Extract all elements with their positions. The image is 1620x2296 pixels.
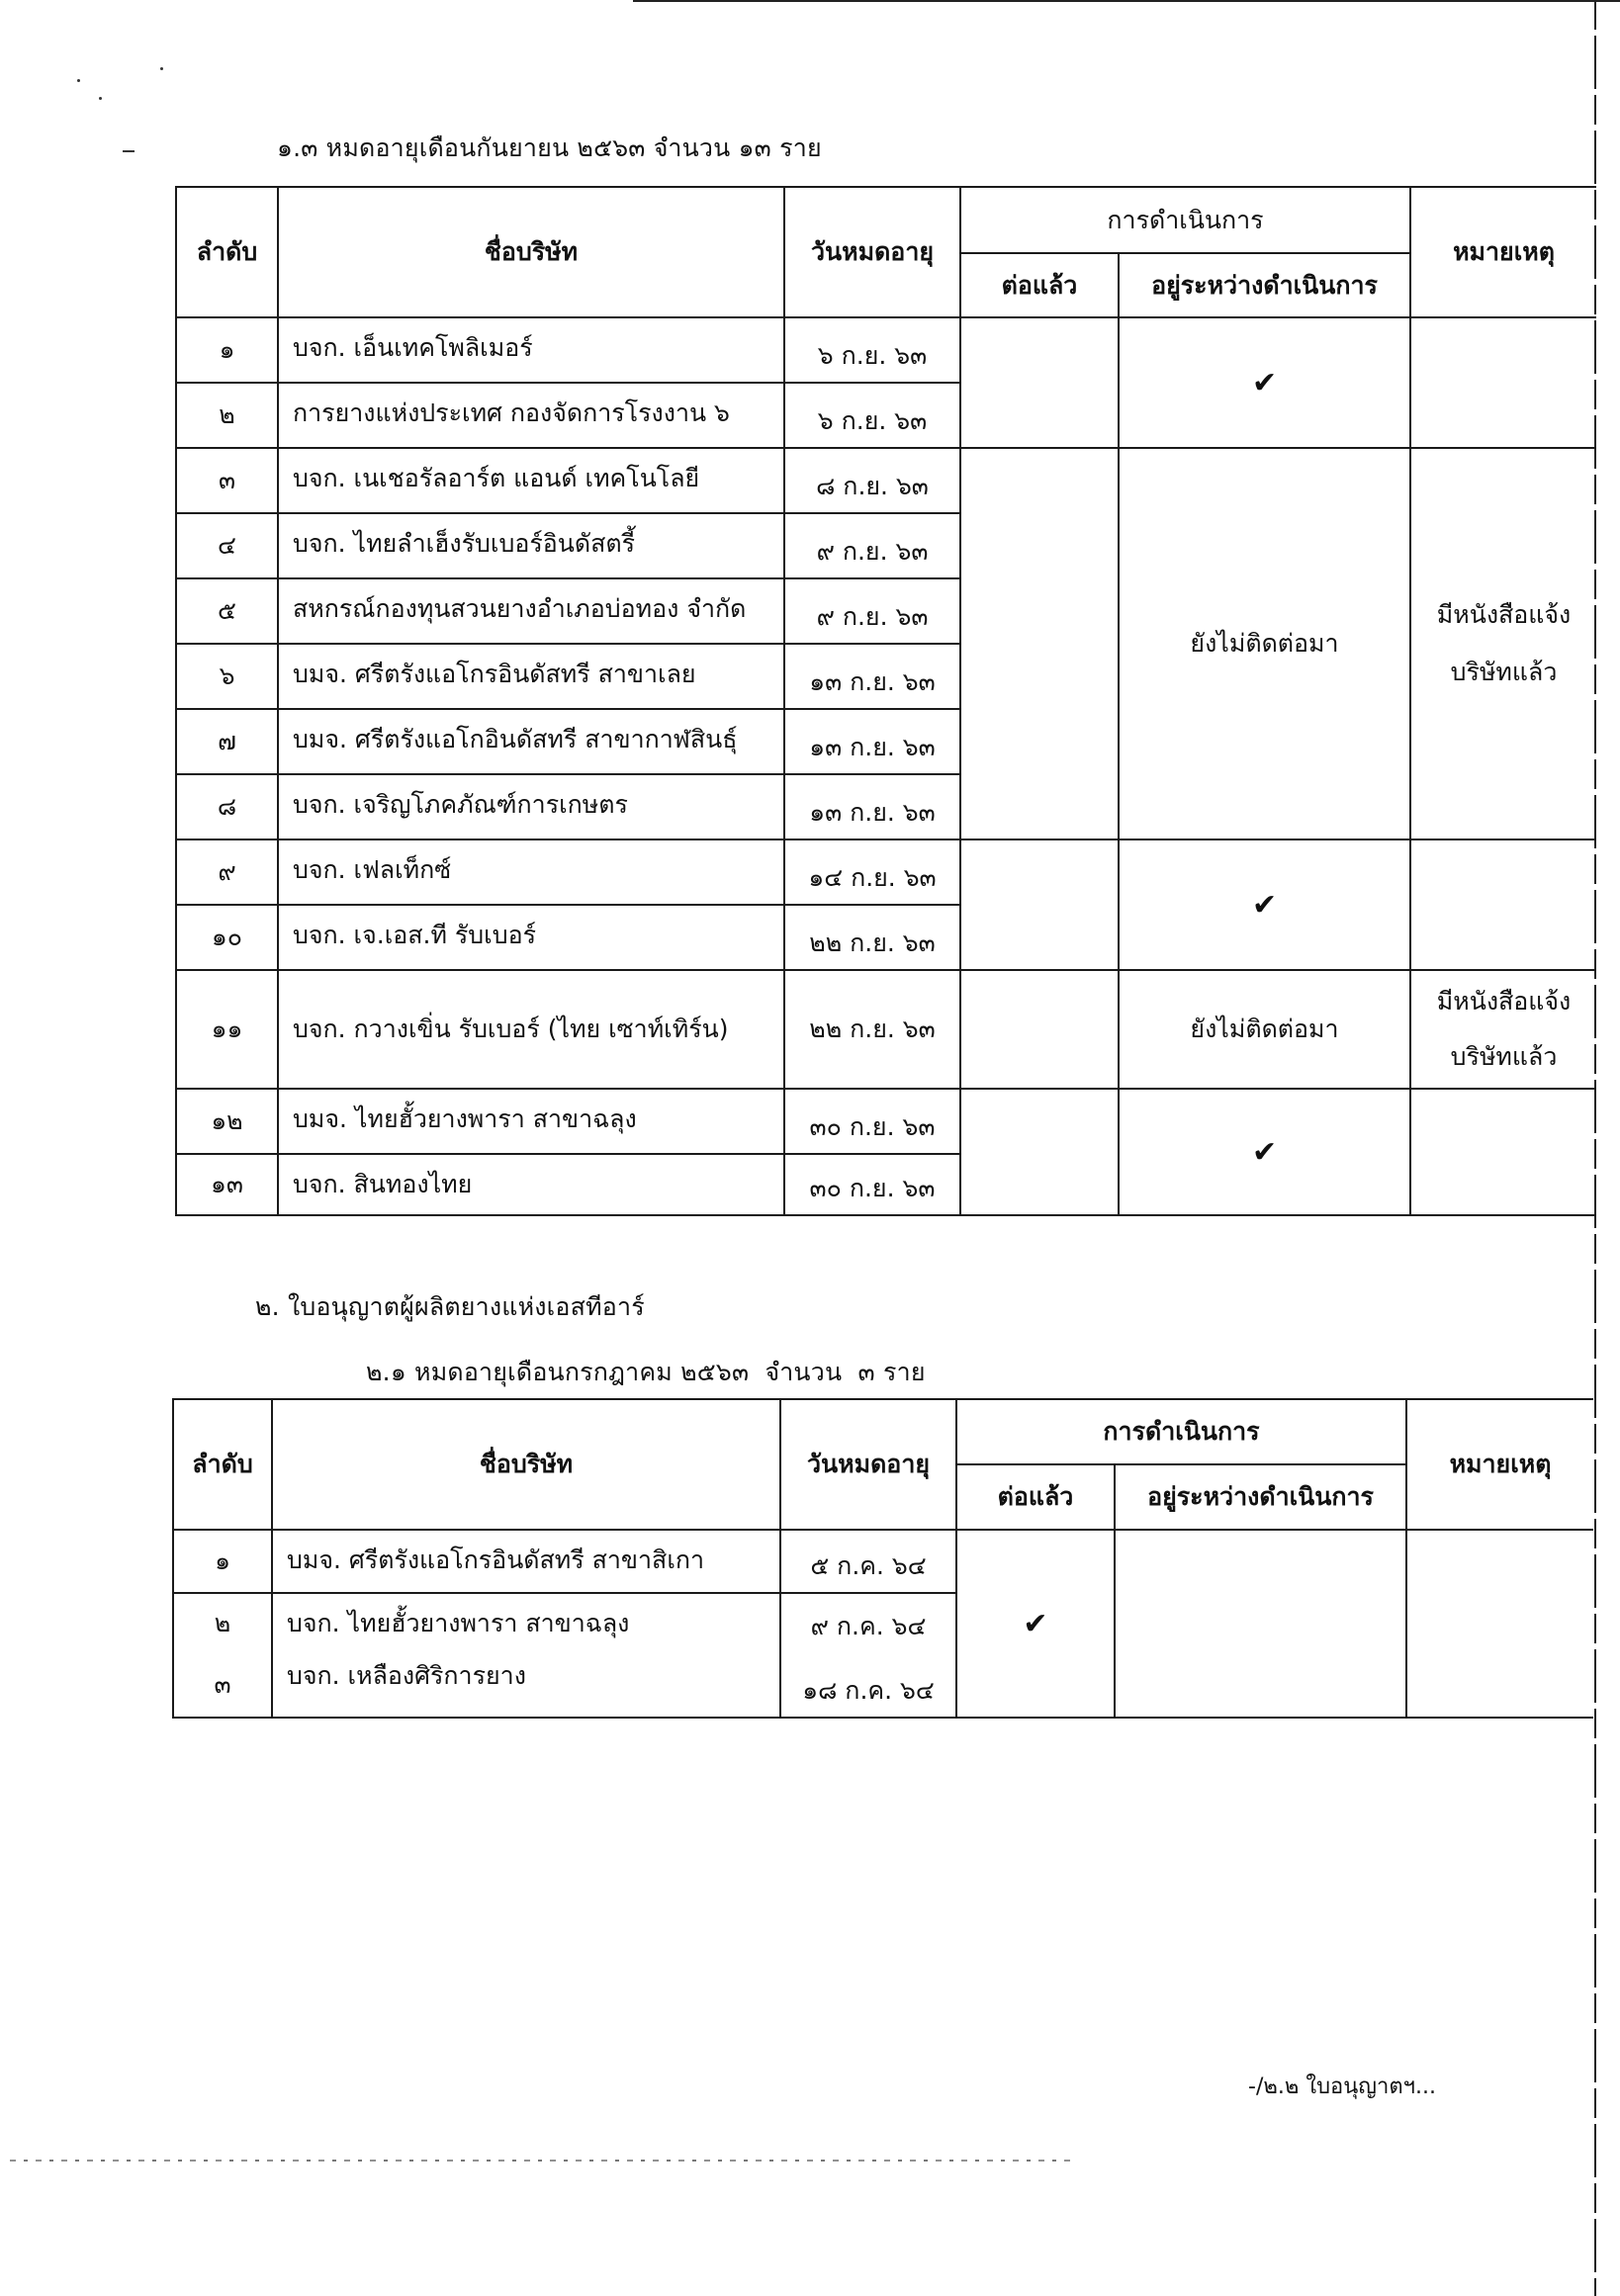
row-number: ๙: [176, 839, 278, 905]
company-name: บจก. เนเชอรัลอาร์ต แอนด์ เทคโนโลยี: [278, 448, 784, 513]
table-row: [176, 839, 1596, 905]
row-number: ๘: [176, 774, 278, 839]
remark-line-2: บริษัทแล้ว: [1450, 1042, 1558, 1071]
renewed-cell: [960, 448, 1119, 839]
renewed-cell: [960, 1089, 1119, 1215]
remark-cell: [1410, 448, 1596, 839]
row-number: ๔: [176, 513, 278, 578]
section-2-1-heading: ๒.๑ หมดอายุเดือนกรกฎาคม ๒๕๖๓ จำนวน ๓ ราย: [366, 1358, 926, 1386]
header-expiry: วันหมดอายุ: [780, 1399, 956, 1530]
expiry-date: ๓๐ ก.ย. ๖๓: [784, 1154, 960, 1215]
in-progress-cell: [1119, 317, 1410, 448]
expiry-date: ๕ ก.ค. ๖๔: [780, 1530, 956, 1593]
renewed-cell: [960, 970, 1119, 1089]
expiry-date: ๑๓ ก.ย. ๖๓: [784, 644, 960, 709]
header-action-group: การดำเนินการ: [956, 1399, 1406, 1464]
company-name: บจก. ไทยฮั้วยางพารา สาขาฉลุง: [272, 1593, 780, 1652]
renewed-cell: [960, 317, 1119, 448]
header-in-progress: อยู่ระหว่างดำเนินการ: [1115, 1464, 1406, 1530]
remark-cell: [1410, 1089, 1596, 1215]
company-name: บมจ. ไทยฮั้วยางพารา สาขาฉลุง: [278, 1089, 784, 1154]
section-2-heading: ๒. ใบอนุญาตผู้ผลิตยางแห่งเอสทีอาร์: [255, 1292, 645, 1321]
company-name: บจก. ไทยลำเฮ็งรับเบอร์อินดัสตรี้: [278, 513, 784, 578]
company-name: บจก. เจริญโภคภัณฑ์การเกษตร: [278, 774, 784, 839]
company-name: บจก. เฟลเท็กซ์: [278, 839, 784, 905]
checkmark-icon: ✔: [1023, 1606, 1048, 1641]
row-number: ๑๒: [176, 1089, 278, 1154]
in-progress-cell: ยังไม่ติดต่อมา: [1119, 448, 1410, 839]
expiry-date: ๑๘ ก.ค. ๖๔: [780, 1652, 956, 1718]
row-number: ๒: [173, 1593, 272, 1652]
header-order: ลำดับ: [173, 1399, 272, 1530]
header-renewed: ต่อแล้ว: [960, 253, 1119, 317]
remark-line-2: บริษัทแล้ว: [1450, 658, 1558, 686]
remark-cell: [1410, 970, 1596, 1089]
company-name: การยางแห่งประเทศ กองจัดการโรงงาน ๖: [278, 383, 784, 448]
expiry-table-july: [172, 1398, 1593, 1719]
expiry-date: ๒๒ ก.ย. ๖๓: [784, 905, 960, 970]
scan-speck: [99, 97, 102, 100]
checkmark-icon: ✔: [1251, 365, 1278, 400]
remark-cell: [1410, 317, 1596, 448]
expiry-date: ๖ ก.ย. ๖๓: [784, 317, 960, 383]
row-number: ๑๐: [176, 905, 278, 970]
expiry-date: ๙ ก.ย. ๖๓: [784, 513, 960, 578]
in-progress-cell: [1119, 839, 1410, 970]
table-row: [176, 1089, 1596, 1154]
row-number: ๗: [176, 709, 278, 774]
expiry-date: ๑๔ ก.ย. ๖๓: [784, 839, 960, 905]
in-progress-cell: [1115, 1530, 1406, 1718]
scan-speck: [77, 79, 80, 82]
renewed-cell: [960, 839, 1119, 970]
header-order: ลำดับ: [176, 187, 278, 317]
header-in-progress: อยู่ระหว่างดำเนินการ: [1119, 253, 1410, 317]
remark-line-1: มีหนังสือแจ้ง: [1436, 987, 1572, 1016]
remark-cell: [1406, 1530, 1593, 1718]
remark-cell: [1410, 839, 1596, 970]
expiry-table-september: [175, 186, 1596, 1216]
row-number: ๑: [173, 1530, 272, 1593]
header-remark: หมายเหตุ: [1406, 1399, 1593, 1530]
renewed-cell: [956, 1530, 1115, 1718]
company-name: บมจ. ศรีตรังแอโกรอินดัสทรี สาขาเลย: [278, 644, 784, 709]
page-edge-top: [633, 0, 1620, 2]
expiry-date: ๙ ก.ย. ๖๓: [784, 578, 960, 644]
table-row: [176, 317, 1596, 383]
header-remark: หมายเหตุ: [1410, 187, 1596, 317]
company-name: บจก. เจ.เอส.ที รับเบอร์: [278, 905, 784, 970]
row-number: ๓: [176, 448, 278, 513]
header-company: ชื่อบริษัท: [272, 1399, 780, 1530]
company-name: บมจ. ศรีตรังแอโกรอินดัสทรี สาขาสิเกา: [272, 1530, 780, 1593]
row-number: ๑: [176, 317, 278, 383]
expiry-date: ๓๐ ก.ย. ๖๓: [784, 1089, 960, 1154]
header-renewed: ต่อแล้ว: [956, 1464, 1115, 1530]
table-row: [176, 970, 1596, 1089]
remark-line-1: มีหนังสือแจ้ง: [1436, 600, 1572, 629]
checkmark-icon: ✔: [1251, 1134, 1278, 1170]
expiry-date: ๙ ก.ค. ๖๔: [780, 1593, 956, 1652]
company-name: บจก. เหลืองศิริการยาง: [272, 1652, 780, 1718]
expiry-date: ๑๓ ก.ย. ๖๓: [784, 774, 960, 839]
table-row: [176, 448, 1596, 513]
company-name: บจก. กวางเขิ่น รับเบอร์ (ไทย เซาท์เทิร์น): [278, 970, 784, 1089]
in-progress-cell: [1119, 1089, 1410, 1215]
row-number: ๕: [176, 578, 278, 644]
expiry-date: ๑๓ ก.ย. ๖๓: [784, 709, 960, 774]
checkmark-icon: ✔: [1251, 887, 1278, 923]
row-number: ๑๑: [176, 970, 278, 1089]
in-progress-cell: ยังไม่ติดต่อมา: [1119, 970, 1410, 1089]
expiry-date: ๖ ก.ย. ๖๓: [784, 383, 960, 448]
header-expiry: วันหมดอายุ: [784, 187, 960, 317]
row-number: ๓: [173, 1652, 272, 1718]
company-name: บจก. เอ็นเทคโพลิเมอร์: [278, 317, 784, 383]
table-row: [173, 1530, 1593, 1593]
company-name: บจก. สินทองไทย: [278, 1154, 784, 1215]
company-name: สหกรณ์กองทุนสวนยางอำเภอบ่อทอง จำกัด: [278, 578, 784, 644]
header-company: ชื่อบริษัท: [278, 187, 784, 317]
scan-artifact-line: [10, 2160, 1078, 2162]
section-1-3-heading: ๑.๓ หมดอายุเดือนกันยายน ๒๕๖๓ จำนวน ๑๓ ราย: [277, 133, 822, 162]
row-number: ๑๓: [176, 1154, 278, 1215]
header-action-group: การดำเนินการ: [960, 187, 1410, 253]
expiry-date: ๒๒ ก.ย. ๖๓: [784, 970, 960, 1089]
expiry-date: ๘ ก.ย. ๖๓: [784, 448, 960, 513]
scan-speck: [160, 67, 163, 70]
row-number: ๖: [176, 644, 278, 709]
row-number: ๒: [176, 383, 278, 448]
continuation-note: -/๒.๒ ใบอนุญาตฯ...: [1248, 2075, 1437, 2099]
scan-speck: [123, 150, 135, 152]
company-name: บมจ. ศรีตรังแอโกอินดัสทรี สาขากาฬสินธุ์: [278, 709, 784, 774]
